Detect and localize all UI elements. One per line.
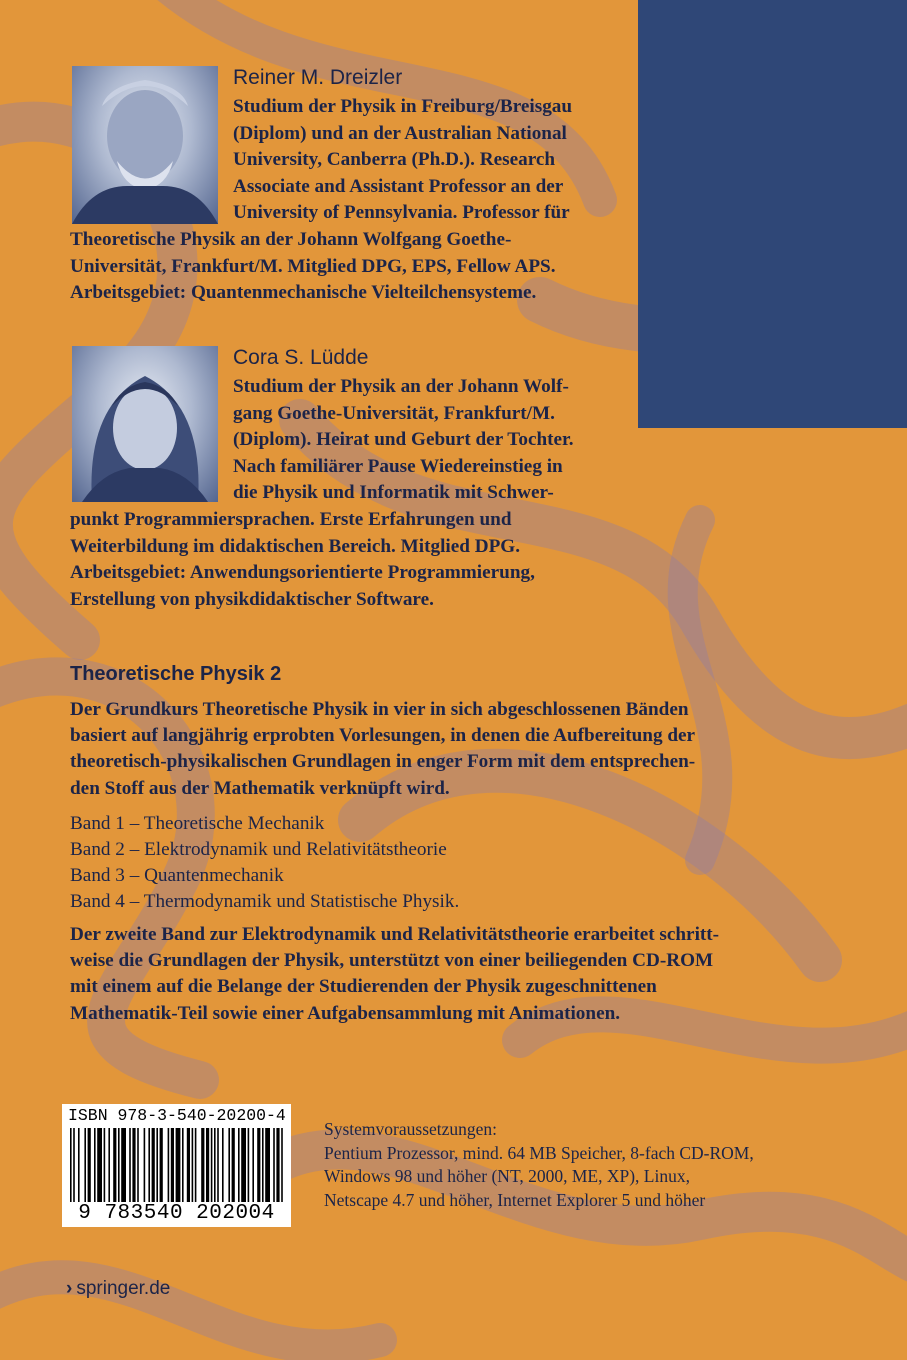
barcode-bar: [201, 1128, 204, 1202]
bio-line: Erstellung von physikdidaktischer Software.: [70, 588, 434, 610]
intro-line: Der Grundkurs Theoretische Physik in vier in sich abgeschlossenen Bänden: [70, 699, 689, 720]
publisher-link-label: springer.de: [76, 1278, 171, 1299]
volume-item: Band 2 – Elektrodynamik und Relativitätstheorie: [70, 839, 447, 860]
barcode-bar: [171, 1128, 174, 1202]
sysreq-line: Pentium Prozessor, mind. 64 MB Speicher, 8-fach CD-ROM,: [324, 1142, 754, 1163]
intro-paragraph: [70, 697, 810, 802]
barcode-bar: [248, 1128, 250, 1202]
barcode-bar: [156, 1128, 158, 1202]
author-name-2: Cora S. Lüdde: [233, 346, 369, 369]
barcode-bar: [281, 1128, 283, 1202]
barcode-bar: [108, 1128, 110, 1202]
bio-line: Universität, Frankfurt/M. Mitglied DPG, EPS, Fellow APS.: [70, 255, 556, 277]
barcode-bar: [94, 1128, 96, 1202]
bio-line: Studium der Physik in Freiburg/Breisgau: [233, 96, 573, 117]
author-bio-1: [70, 94, 630, 307]
bio-line: Studium der Physik an der Johann Wolf-: [233, 376, 569, 397]
accent-block: [638, 0, 907, 428]
barcode-bar: [176, 1128, 181, 1202]
barcode-bar: [232, 1128, 235, 1202]
bio-line: punkt Programmiersprachen. Erste Erfahrungen und: [70, 508, 512, 530]
barcode-bar: [144, 1128, 146, 1202]
barcode-bar: [252, 1128, 254, 1202]
barcode-bar: [88, 1128, 91, 1202]
bio-line: Weiterbildung im didaktischen Bereich. Mitglied DPG.: [70, 535, 521, 557]
barcode-bar: [78, 1128, 80, 1202]
description-line: Der zweite Band zur Elektrodynamik und Relativitätstheorie erarbeitet schritt-: [70, 924, 720, 945]
isbn-text: ISBN 978-3-540-20200-4: [68, 1106, 286, 1125]
sysreq-line: Systemvoraussetzungen:: [324, 1119, 498, 1139]
bio-line: Associate and Assistant Professor an der: [233, 175, 564, 197]
barcode-bar: [168, 1128, 170, 1202]
author-bio-2: [70, 374, 630, 613]
bio-line: Theoretische Physik an der Johann Wolfgang Goethe-: [70, 228, 512, 250]
barcode-bar: [206, 1128, 209, 1202]
barcode-bar: [70, 1128, 72, 1202]
barcode-bar: [104, 1128, 106, 1202]
volume-item: Band 4 – Thermodynamik und Statistische Physik.: [70, 891, 460, 912]
barcode-bar: [262, 1128, 264, 1202]
bio-line: University of Pennsylvania. Professor für: [233, 202, 570, 224]
barcode-bar: [217, 1128, 219, 1202]
sysreq-line: Netscape 4.7 und höher, Internet Explorer 5 und höher: [324, 1189, 706, 1210]
description-paragraph: [70, 922, 810, 1027]
barcode-graphic: [70, 1128, 283, 1202]
bio-line: die Physik und Informatik mit Schwer-: [233, 482, 554, 504]
volume-list: [70, 811, 770, 915]
intro-line: den Stoff aus der Mathematik verknüpft wird.: [70, 777, 450, 799]
barcode-bar: [113, 1128, 116, 1202]
bio-line: (Diplom). Heirat und Geburt der Tochter.: [233, 429, 574, 451]
barcode-bar: [228, 1128, 230, 1202]
barcode-bar: [211, 1128, 213, 1202]
barcode-bar: [214, 1128, 216, 1202]
barcode-bar: [137, 1128, 139, 1202]
description-line: Mathematik-Teil sowie einer Aufgabensammlung mit Animationen.: [70, 1002, 621, 1024]
author-name-1: Reiner M. Dreizler: [233, 66, 403, 89]
barcode-bar: [195, 1128, 197, 1202]
volume-item: Band 1 – Theoretische Mechanik: [70, 813, 325, 834]
barcode-bar: [121, 1128, 126, 1202]
barcode-bar: [187, 1128, 190, 1202]
bio-line: Arbeitsgebiet: Quantenmechanische Vielteilchensysteme.: [70, 282, 537, 304]
intro-line: theoretisch-physikalischen Grundlagen in enger Form mit dem entsprechen-: [70, 751, 696, 773]
chevron-right-icon: ›: [66, 1278, 73, 1299]
barcode-bar: [192, 1128, 194, 1202]
system-requirements: [324, 1118, 884, 1212]
bio-line: Arbeitsgebiet: Anwendungsorientierte Programmierung,: [70, 562, 535, 584]
barcode-bar: [238, 1128, 240, 1202]
sysreq-line: Windows 98 und höher (NT, 2000, ME, XP), Linux,: [324, 1166, 690, 1186]
intro-line: basiert auf langjährig erprobten Vorlesungen, in denen die Aufbereitung der: [70, 725, 696, 747]
barcode-bar: [118, 1128, 120, 1202]
book-title: Theoretische Physik 2: [70, 663, 282, 685]
ean-number: 9 783540 202004: [78, 1202, 275, 1225]
barcode-bar: [257, 1128, 260, 1202]
barcode-bar: [265, 1128, 270, 1202]
barcode-bar: [97, 1128, 102, 1202]
bio-line: gang Goethe-Universität, Frankfurt/M.: [233, 402, 555, 424]
bio-line: (Diplom) und an der Australian National: [233, 122, 567, 144]
description-line: mit einem auf die Belange der Studierenden der Physik zugeschnittenen: [70, 976, 657, 998]
bio-line: University, Canberra (Ph.D.). Research: [233, 149, 556, 171]
barcode-bar: [132, 1128, 135, 1202]
publisher-link[interactable]: [66, 1278, 170, 1300]
barcode-bar: [73, 1128, 75, 1202]
barcode-bar: [241, 1128, 246, 1202]
barcode-bar: [273, 1128, 275, 1202]
isbn-barcode-box: [62, 1104, 291, 1227]
barcode-bar: [84, 1128, 86, 1202]
barcode-bar: [148, 1128, 150, 1202]
barcode-bar: [276, 1128, 279, 1202]
barcode-bar: [222, 1128, 224, 1202]
volume-item: Band 3 – Quantenmechanik: [70, 865, 284, 886]
description-line: weise die Grundlagen der Physik, unterstützt von einer beiliegenden CD-ROM: [70, 950, 714, 972]
barcode-bar: [129, 1128, 131, 1202]
barcode-bar: [160, 1128, 163, 1202]
barcode-bar: [182, 1128, 184, 1202]
bio-line: Nach familiärer Pause Wiedereinstieg in: [233, 455, 563, 477]
barcode-bar: [152, 1128, 155, 1202]
